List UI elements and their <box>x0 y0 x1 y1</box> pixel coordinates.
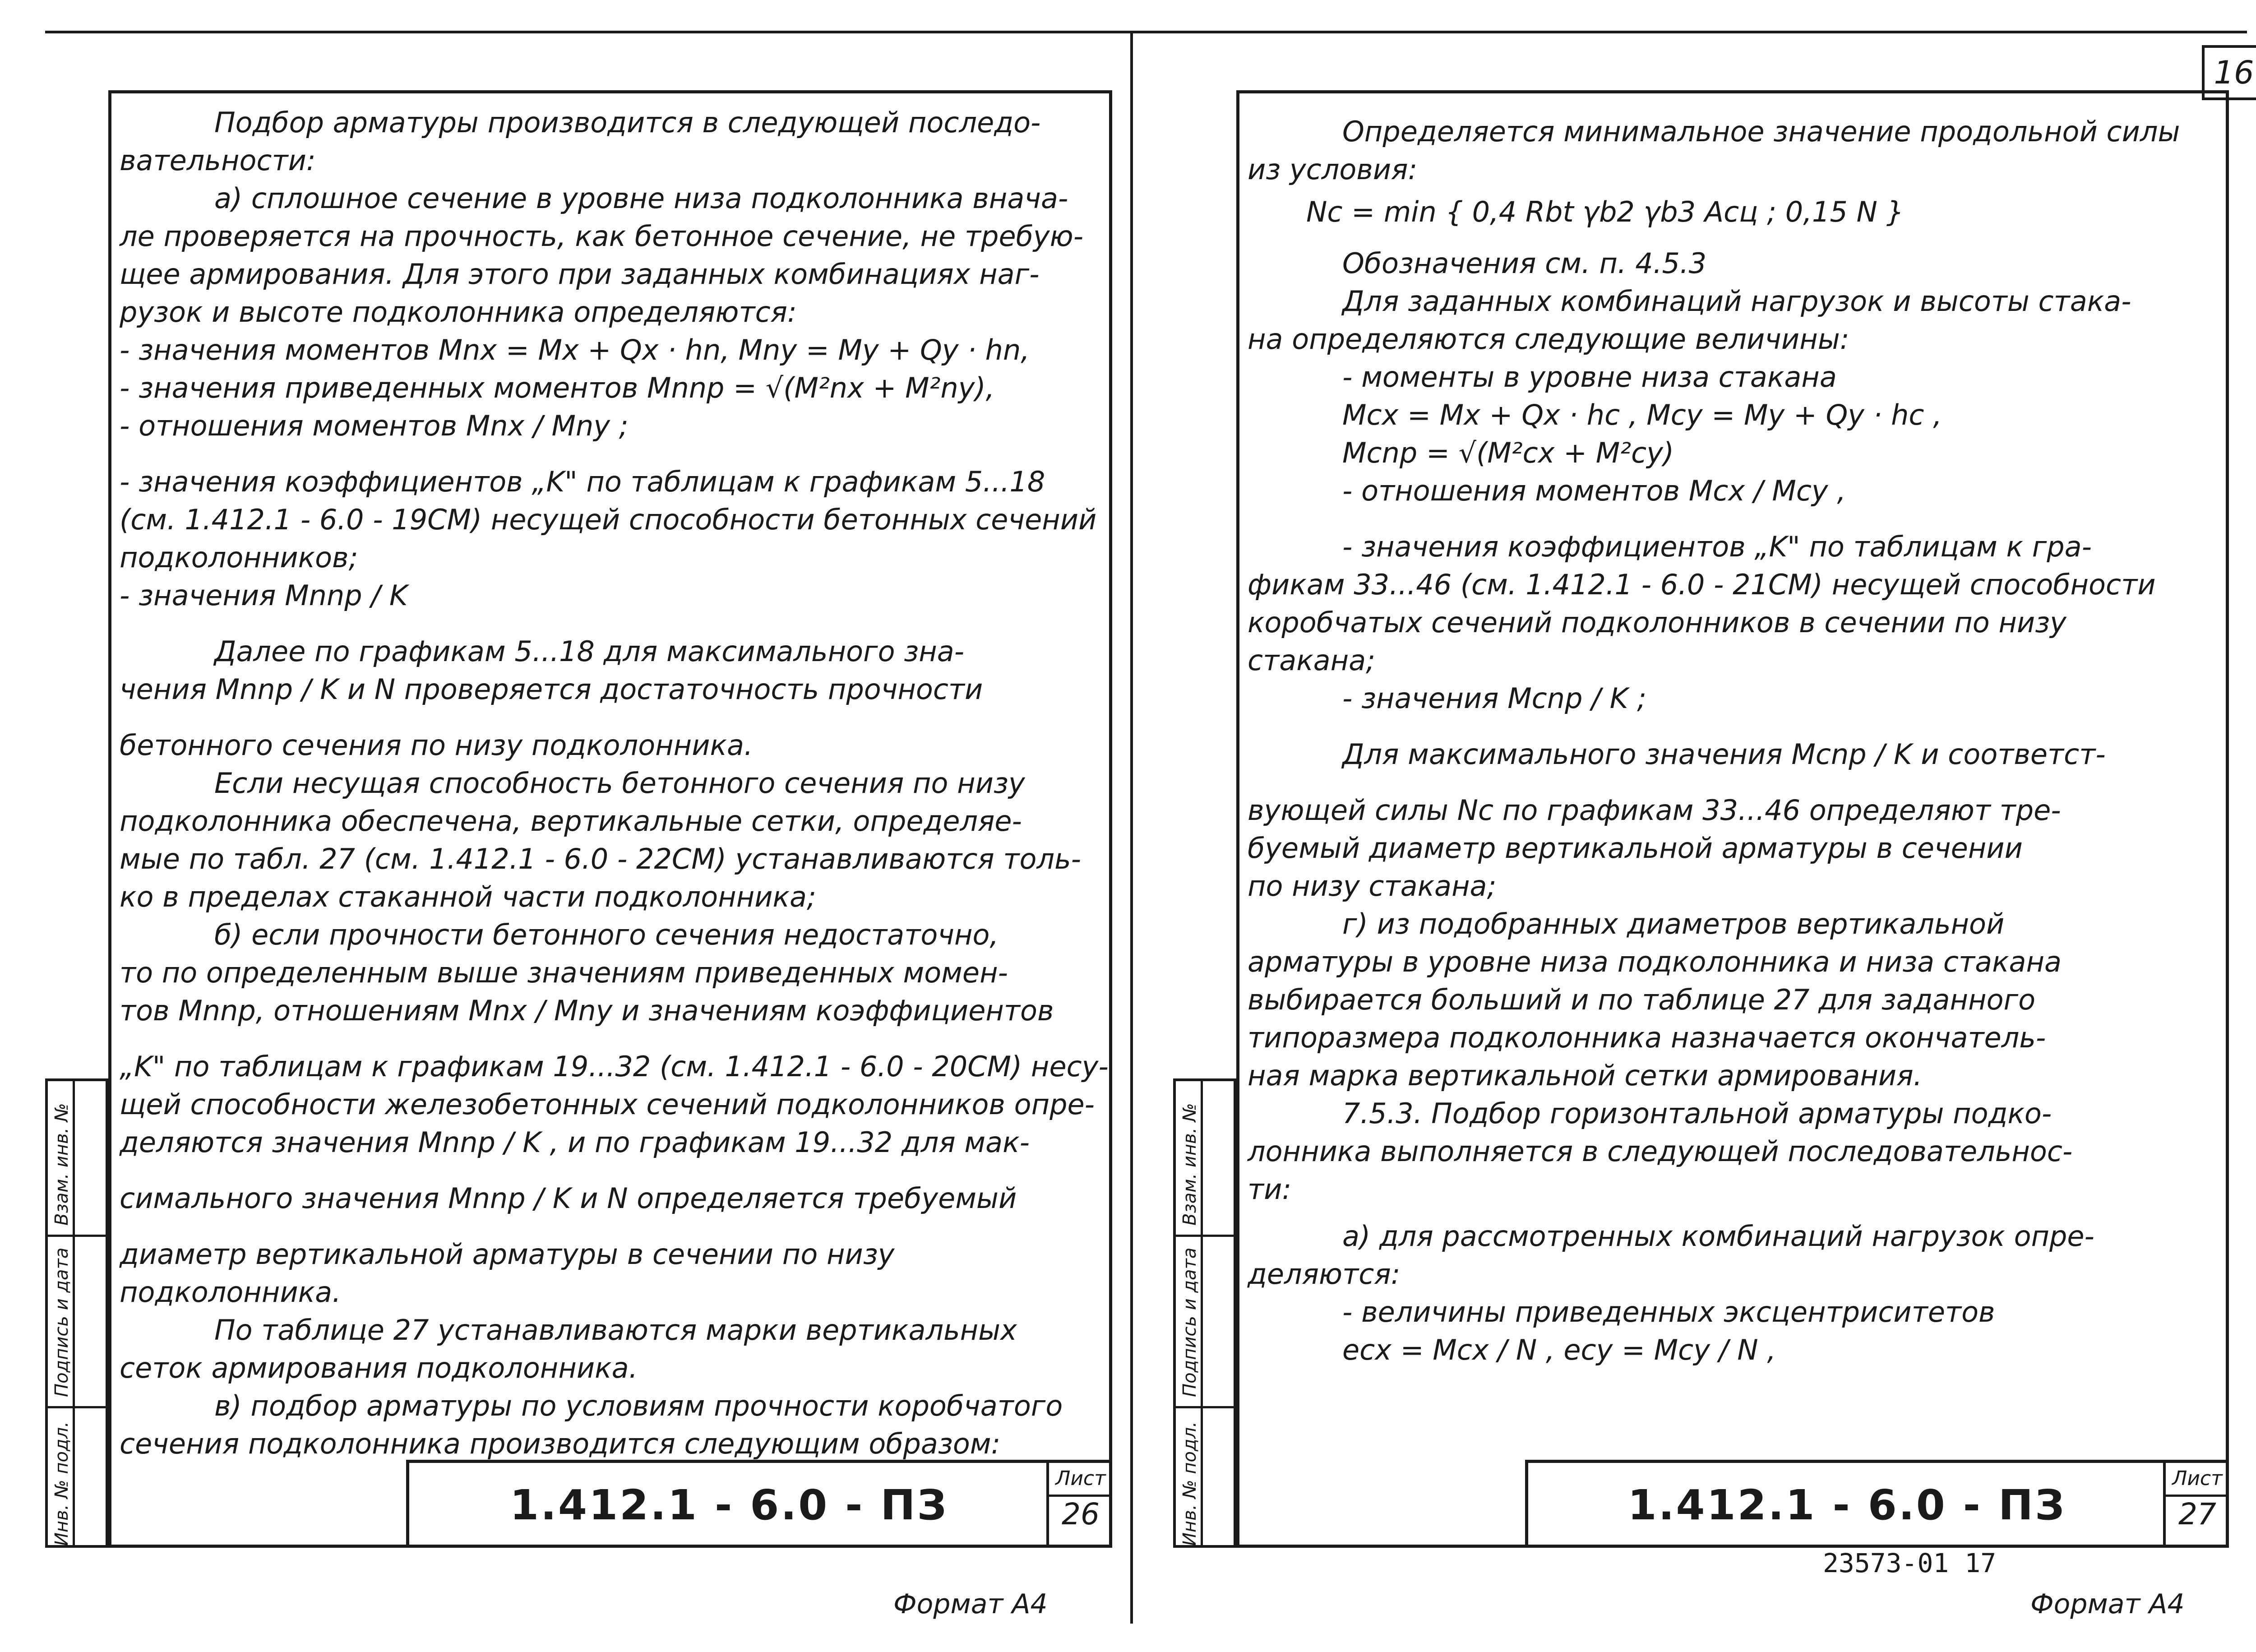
text-line: ле проверяется на прочность, как бетонное сечение, не требую- <box>120 220 1084 253</box>
text-line: сеток армирования подколонника. <box>120 1351 638 1384</box>
text-line: Для заданных комбинаций нагрузок и высоты стака- <box>1342 285 2131 318</box>
text-line: (см. 1.412.1 - 6.0 - 19СМ) несущей способности бетонных сечений <box>120 503 1097 536</box>
text-line: в) подбор арматуры по условиям прочности коробчатого <box>214 1389 1063 1422</box>
text-line: - отношения моментов Mcx / Mcy , <box>1342 474 1846 507</box>
formula: Mcx = Mx + Qx · hc , Mcy = My + Qy · hc , <box>1342 398 1942 431</box>
sheet-label: Лист <box>2166 1463 2229 1497</box>
formula: Mcnp = √(M²cx + M²cy) <box>1342 436 1674 469</box>
text-line: ная марка вертикальной сетки армирования. <box>1248 1059 1923 1092</box>
left-title-block <box>406 1460 1112 1548</box>
text-line: диаметр вертикальной арматуры в сечении по низу <box>120 1238 895 1271</box>
text-line: бетонного сечения по низу подколонника. <box>120 729 753 762</box>
left-page-text <box>120 104 1109 1463</box>
top-sheet-number: 16 <box>2202 45 2256 100</box>
text-line: Определяется минимальное значение продольной силы <box>1342 115 2180 148</box>
document-code: 1.412.1 - 6.0 - ПЗ <box>1627 1481 2066 1529</box>
center-fold-line <box>1130 31 1133 1624</box>
text-line: лонника выполняется в следующей последовательнос- <box>1248 1135 2073 1168</box>
left-binding-strip <box>45 1078 108 1548</box>
text-line: деляются значения Mnnp / K , и по графикам 19...32 для мак- <box>120 1126 1030 1159</box>
text-line: Обозначения см. п. 4.5.3 <box>1342 247 1707 280</box>
text-line: стакана; <box>1248 644 1376 677</box>
text-line: - величины приведенных эксцентриситетов <box>1342 1296 1995 1328</box>
text-line: щее армирования. Для этого при заданных комбинациях наг- <box>120 258 1040 291</box>
text-line: - значения Mcnp / K ; <box>1342 682 1646 715</box>
binding-label-inv: Инв. № подл. <box>51 1421 72 1546</box>
text-line: вующей силы Nc по графикам 33...46 определяют тре- <box>1248 794 2061 827</box>
text-line: типоразмера подколонника назначается окончатель- <box>1248 1021 2046 1054</box>
text-line: а) сплошное сечение в уровне низа подколонника внача- <box>214 182 1068 215</box>
right-title-block <box>1525 1460 2229 1548</box>
text-line: По таблице 27 устанавливаются марки вертикальных <box>214 1314 1017 1347</box>
text-line: буемый диаметр вертикальной арматуры в сечении <box>1248 832 2023 865</box>
text-line: ко в пределах стаканной части подколонника; <box>120 880 816 913</box>
sheet-number: 26 <box>1062 1497 1100 1532</box>
binding-label-replace: Взам. инв. № <box>1179 1103 1200 1226</box>
text-line: - отношения моментов Mnx / Mny ; <box>120 409 629 442</box>
text-line: - значения моментов Mnx = Mx + Qx · hn, Mny = My + Qy · hn, <box>120 333 1030 366</box>
binding-label-inv: Инв. № подл. <box>1179 1421 1200 1546</box>
text-line: выбирается больший и по таблице 27 для заданного <box>1248 983 2036 1016</box>
text-line: то по определенным выше значениям приведенных момен- <box>120 956 1008 989</box>
sheet-label: Лист <box>1049 1463 1112 1497</box>
binding-label-replace: Взам. инв. № <box>51 1103 72 1226</box>
text-line: коробчатых сечений подколонников в сечении по низу <box>1248 606 2066 639</box>
sheet-number: 27 <box>2178 1497 2216 1532</box>
top-rule <box>45 31 2247 33</box>
right-page-text <box>1248 113 2213 1369</box>
text-line: мые по табл. 27 (см. 1.412.1 - 6.0 - 22СМ) устанавливаются толь- <box>120 842 1082 875</box>
text-line: Если несущая способность бетонного сечения по низу <box>214 767 1025 800</box>
document-code: 1.412.1 - 6.0 - ПЗ <box>510 1481 948 1529</box>
format-label: Формат А4 <box>2030 1588 2185 1620</box>
text-line: по низу стакана; <box>1248 870 1497 902</box>
formula: ecx = Mcx / N , ecy = Mcy / N , <box>1342 1333 1776 1366</box>
text-line: 7.5.3. Подбор горизонтальной арматуры подко- <box>1342 1097 2052 1130</box>
text-line: Для максимального значения Mcnp / K и соответст- <box>1342 738 2106 771</box>
sheet-box <box>2163 1463 2229 1548</box>
text-line: подколонников; <box>120 541 358 574</box>
text-line: а) для рассмотренных комбинаций нагрузок опре- <box>1342 1220 2094 1253</box>
format-label: Формат А4 <box>893 1588 1048 1620</box>
text-line: - значения Mnnp / K <box>120 579 408 612</box>
text-line: чения Mnnp / K и N проверяется достаточность прочности <box>120 673 983 706</box>
text-line: вательности: <box>120 144 316 177</box>
text-line: симального значения Mnnp / K и N определяется требуемый <box>120 1182 1017 1215</box>
text-line: тов Mnnp, отношениям Mnx / Mny и значениям коэффициентов <box>120 994 1054 1027</box>
text-line: сечения подколонника производится следующим образом: <box>120 1427 1001 1460</box>
text-line: рузок и высоте подколонника определяются: <box>120 296 797 329</box>
sheet-box <box>1046 1463 1112 1548</box>
text-line: фикам 33...46 (см. 1.412.1 - 6.0 - 21СМ) несущей способности <box>1248 568 2156 601</box>
text-line: - значения коэффициентов „K" по таблицам к гра- <box>1342 530 2092 563</box>
text-line: из условия: <box>1248 153 1418 186</box>
binding-label-sign: Подпись и дата <box>51 1247 72 1397</box>
text-line: Далее по графикам 5...18 для максимального зна- <box>214 635 965 668</box>
text-line: „K" по таблицам к графикам 19...32 (см. 1.412.1 - 6.0 - 20СМ) несу- <box>120 1050 1109 1083</box>
formula: Nc = min { 0,4 Rbt γb2 γb3 Acц ; 0,15 N } <box>1306 195 1905 228</box>
text-line: подколонника. <box>120 1276 341 1309</box>
text-line: - значения приведенных моментов Mnnp = √(M²nx + M²ny), <box>120 371 995 404</box>
archive-number: 23573-01 17 <box>1823 1548 1997 1578</box>
text-line: на определяются следующие величины: <box>1248 323 1849 356</box>
text-line: арматуры в уровне низа подколонника и низа стакана <box>1248 945 2062 978</box>
right-binding-strip <box>1173 1078 1236 1548</box>
text-line: ти: <box>1248 1173 1292 1206</box>
text-line: г) из подобранных диаметров вертикальной <box>1342 907 2005 940</box>
binding-label-sign: Подпись и дата <box>1179 1247 1200 1397</box>
text-line: Подбор арматуры производится в следующей последо- <box>214 106 1041 139</box>
text-line: - значения коэффициентов „K" по таблицам к графикам 5...18 <box>120 465 1045 498</box>
text-line: б) если прочности бетонного сечения недостаточно, <box>214 918 999 951</box>
text-line: щей способности железобетонных сечений подколонников опре- <box>120 1088 1095 1121</box>
text-line: - моменты в уровне низа стакана <box>1342 361 1837 393</box>
text-line: подколонника обеспечена, вертикальные сетки, определяе- <box>120 805 1022 838</box>
text-line: деляются: <box>1248 1258 1401 1291</box>
